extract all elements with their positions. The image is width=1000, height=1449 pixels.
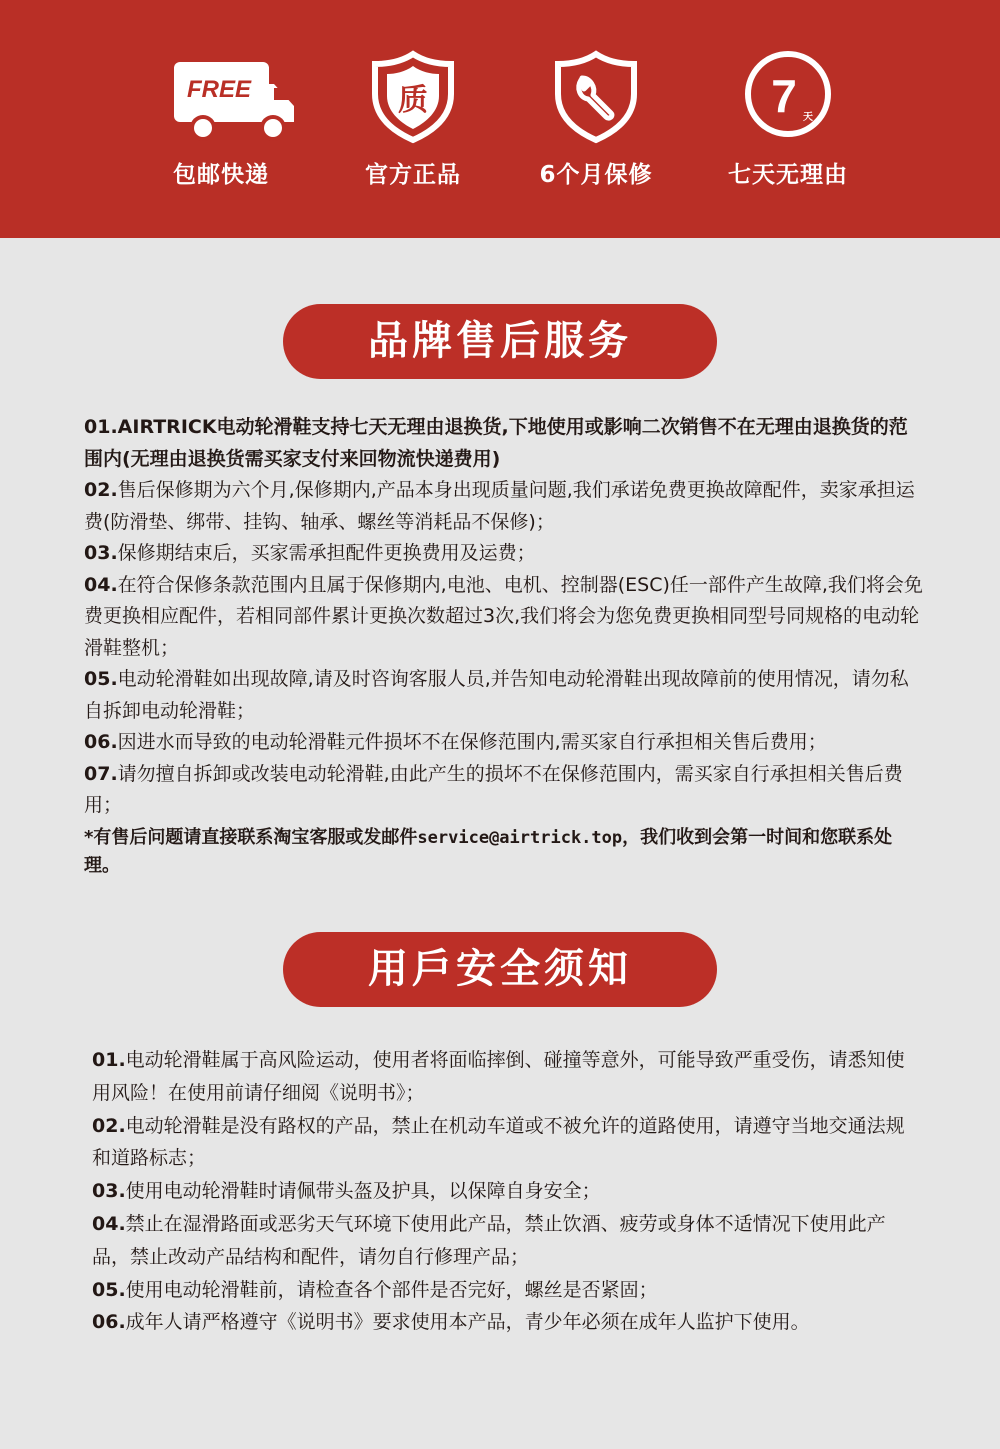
wrench-shield-icon: [546, 44, 646, 144]
feature-label: 七天无理由: [728, 162, 848, 188]
list-item: 03.保修期结束后，买家需承担配件更换费用及运费；: [84, 542, 536, 564]
list-item: 03.使用电动轮滑鞋时请佩带头盔及护具，以保障自身安全；: [92, 1180, 601, 1203]
safety-title: 用戶安全须知: [283, 932, 717, 1007]
seven-icon-subtext: 天: [803, 112, 813, 123]
truck-icon: [146, 44, 296, 144]
feature-genuine: [313, 44, 513, 194]
feature-warranty: [496, 44, 696, 194]
quality-shield-icon: [363, 44, 463, 144]
list-item: 02.售后保修期为六个月,保修期内,产品本身出现质量问题,我们承诺免费更换故障配件，卖家承担运费(防滑垫、绑带、挂钩、轴承、螺丝等消耗品不保修)；: [84, 479, 915, 533]
after-sales-section: [84, 412, 924, 898]
feature-label: 6个月保修: [539, 162, 653, 188]
feature-label: 官方正品: [365, 162, 461, 188]
feature-seven-day: [688, 44, 888, 194]
list-item: 04.在符合保修条款范围内且属于保修期内,电池、电机、控制器(ESC)任一部件产生故障,我们将会免费更换相应配件，若相同部件累计更换次数超过3次,我们将会为您免费更换相同型号同规格的电动轮滑鞋整机；: [84, 573, 923, 659]
quality-icon-text: 质: [398, 83, 428, 118]
seven-day-icon: [738, 44, 838, 144]
list-item: 02.电动轮滑鞋是没有路权的产品，禁止在机动车道或不被允许的道路使用，请遵守当地交通法规和道路标志；: [92, 1114, 905, 1170]
list-item: 01.电动轮滑鞋属于高风险运动，使用者将面临摔倒、碰撞等意外，可能导致严重受伤，请悉知使用风险！在使用前请仔细阅《说明书》；: [92, 1049, 905, 1104]
feature-free-shipping: [121, 44, 321, 194]
list-item: 05.使用电动轮滑鞋前，请检查各个部件是否完好，螺丝是否紧固；: [92, 1278, 658, 1301]
list-item: 06.成年人请严格遵守《说明书》要求使用本产品，青少年必须在成年人监护下使用。: [92, 1311, 810, 1334]
truck-icon-text: FREE: [186, 76, 252, 103]
list-item: 07.请勿擅自拆卸或改装电动轮滑鞋,由此产生的损坏不在保修范围内，需买家自行承担相关售后费用；: [84, 762, 903, 816]
seven-icon-text: 7: [771, 70, 797, 122]
safety-section: [92, 1044, 922, 1339]
list-item: 04.禁止在湿滑路面或恶劣天气环境下使用此产品，禁止饮酒、疲劳或身体不适情况下使用此产品，禁止改动产品结构和配件，请勿自行修理产品；: [92, 1212, 886, 1268]
list-item: 05.电动轮滑鞋如出现故障,请及时咨询客服人员,并告知电动轮滑鞋出现故障前的使用情况，请勿私自拆卸电动轮滑鞋；: [84, 668, 909, 722]
list-item: 06.因进水而导致的电动轮滑鞋元件损坏不在保修范围内,需买家自行承担相关售后费用；: [84, 731, 827, 753]
list-item: 01.AIRTRICK电动轮滑鞋支持七天无理由退换货,下地使用或影响二次销售不在无理由退换货的范围内(无理由退换货需买家支付来回物流快递费用): [84, 416, 908, 470]
after-sales-title: 品牌售后服务: [283, 304, 717, 379]
top-banner: [0, 0, 1000, 238]
after-sales-note: *有售后问题请直接联系淘宝客服或发邮件service@airtrick.top，我们收到会第一时间和您联系处理。: [84, 826, 893, 876]
service-email: service@airtrick.top: [417, 827, 623, 848]
feature-label: 包邮快递: [173, 162, 269, 188]
